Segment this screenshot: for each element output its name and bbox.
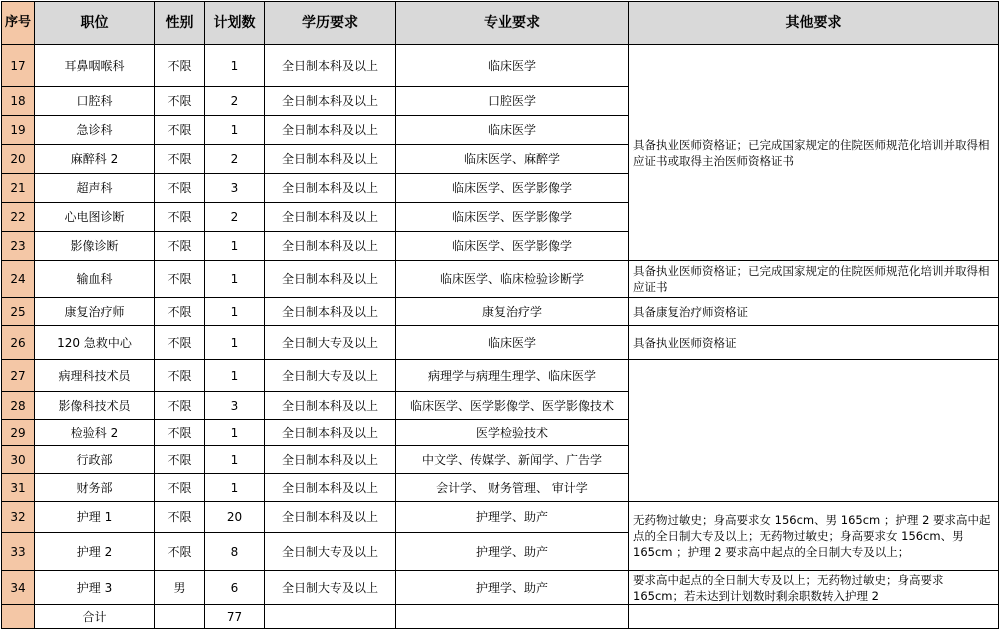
row-count: 1: [205, 474, 265, 502]
row-count: 1: [205, 446, 265, 474]
row-index: 30: [2, 446, 35, 474]
row-gender: 不限: [155, 446, 205, 474]
total-other-empty: [629, 605, 999, 629]
row-position: 病理科技术员: [35, 360, 155, 392]
row-gender: 不限: [155, 474, 205, 502]
row-index: 29: [2, 420, 35, 446]
header-position: 职位: [35, 2, 155, 45]
row-count: 1: [205, 420, 265, 446]
row-count: 1: [205, 232, 265, 261]
row-index: 28: [2, 392, 35, 420]
row-major: 临床医学: [396, 116, 629, 145]
table-row: [2, 261, 999, 298]
row-count: 3: [205, 392, 265, 420]
row-index: 27: [2, 360, 35, 392]
header-other: 其他要求: [629, 2, 999, 45]
row-gender: 不限: [155, 45, 205, 87]
total-count: 77: [205, 605, 265, 629]
total-gender-empty: [155, 605, 205, 629]
row-major: 病理学与病理生理学、临床医学: [396, 360, 629, 392]
other-requirement-empty: [629, 360, 999, 502]
other-requirement-note: 无药物过敏史；身高要求女 156cm、男 165cm ；护理 2 要求高中起点的全日制大专及以上；无药物过敏史；身高要求女 156cm、男 165cm ；护理 2 要求高中起点的全日制大专及以上；: [629, 502, 999, 571]
row-index: 18: [2, 87, 35, 116]
row-count: 8: [205, 533, 265, 571]
row-major: 医学检验技术: [396, 420, 629, 446]
row-count: 1: [205, 326, 265, 360]
table-row: [2, 326, 999, 360]
table-row: [2, 360, 999, 392]
row-index: 22: [2, 203, 35, 232]
row-education: 全日制本科及以上: [265, 261, 396, 298]
table-row: [2, 502, 999, 533]
row-major: 康复治疗学: [396, 298, 629, 326]
row-major: 护理学、助产: [396, 571, 629, 605]
row-major: 临床医学: [396, 326, 629, 360]
row-gender: 不限: [155, 174, 205, 203]
row-position: 心电图诊断: [35, 203, 155, 232]
row-position: 行政部: [35, 446, 155, 474]
row-education: 全日制大专及以上: [265, 571, 396, 605]
row-count: 2: [205, 145, 265, 174]
row-major: 临床医学、医学影像学、医学影像技术: [396, 392, 629, 420]
row-position: 影像科技术员: [35, 392, 155, 420]
other-requirement-note: 要求高中起点的全日制大专及以上；无药物过敏史；身高要求 165cm；若未达到计划数时剩余职数转入护理 2: [629, 571, 999, 605]
row-position: 口腔科: [35, 87, 155, 116]
header-count: 计划数: [205, 2, 265, 45]
row-count: 2: [205, 203, 265, 232]
row-count: 1: [205, 298, 265, 326]
row-count: 20: [205, 502, 265, 533]
row-position: 麻醉科 2: [35, 145, 155, 174]
recruitment-table: [1, 1, 999, 629]
row-index: 32: [2, 502, 35, 533]
row-index: 26: [2, 326, 35, 360]
row-gender: 不限: [155, 392, 205, 420]
row-gender: 不限: [155, 203, 205, 232]
row-position: 耳鼻咽喉科: [35, 45, 155, 87]
row-major: 会计学、 财务管理、 审计学: [396, 474, 629, 502]
row-gender: 不限: [155, 116, 205, 145]
row-gender: 不限: [155, 145, 205, 174]
row-position: 输血科: [35, 261, 155, 298]
row-major: 临床医学、医学影像学: [396, 232, 629, 261]
row-count: 1: [205, 261, 265, 298]
row-count: 1: [205, 45, 265, 87]
row-education: 全日制本科及以上: [265, 474, 396, 502]
row-position: 超声科: [35, 174, 155, 203]
row-count: 2: [205, 87, 265, 116]
row-major: 护理学、助产: [396, 533, 629, 571]
row-gender: 不限: [155, 533, 205, 571]
row-count: 1: [205, 116, 265, 145]
row-major: 临床医学: [396, 45, 629, 87]
row-major: 临床医学、医学影像学: [396, 174, 629, 203]
row-position: 影像诊断: [35, 232, 155, 261]
row-position: 护理 1: [35, 502, 155, 533]
row-major: 临床医学、临床检验诊断学: [396, 261, 629, 298]
header-education: 学历要求: [265, 2, 396, 45]
row-education: 全日制大专及以上: [265, 326, 396, 360]
row-education: 全日制本科及以上: [265, 502, 396, 533]
row-position: 检验科 2: [35, 420, 155, 446]
row-index: 33: [2, 533, 35, 571]
row-major: 中文学、传媒学、新闻学、广告学: [396, 446, 629, 474]
row-education: 全日制本科及以上: [265, 116, 396, 145]
row-index: 19: [2, 116, 35, 145]
row-education: 全日制本科及以上: [265, 145, 396, 174]
row-index: 20: [2, 145, 35, 174]
table-row: [2, 298, 999, 326]
row-gender: 不限: [155, 298, 205, 326]
total-education-empty: [265, 605, 396, 629]
row-gender: 不限: [155, 420, 205, 446]
header-major: 专业要求: [396, 2, 629, 45]
row-index: 17: [2, 45, 35, 87]
row-position: 急诊科: [35, 116, 155, 145]
row-gender: 不限: [155, 502, 205, 533]
row-index: 23: [2, 232, 35, 261]
other-requirement-note: 具备执业医师资格证；已完成国家规定的住院医师规范化培训并取得相应证书或取得主治医师资格证书: [629, 45, 999, 261]
table-row: [2, 45, 999, 87]
row-education: 全日制大专及以上: [265, 360, 396, 392]
row-education: 全日制本科及以上: [265, 203, 396, 232]
row-gender: 不限: [155, 232, 205, 261]
total-major-empty: [396, 605, 629, 629]
row-position: 康复治疗师: [35, 298, 155, 326]
row-gender: 男: [155, 571, 205, 605]
total-label: 合计: [35, 605, 155, 629]
row-index: 31: [2, 474, 35, 502]
row-count: 6: [205, 571, 265, 605]
row-index: 21: [2, 174, 35, 203]
row-major: 护理学、助产: [396, 502, 629, 533]
row-major: 临床医学、医学影像学: [396, 203, 629, 232]
row-position: 护理 2: [35, 533, 155, 571]
row-education: 全日制本科及以上: [265, 87, 396, 116]
header-index: 序号: [2, 2, 35, 45]
row-major: 口腔医学: [396, 87, 629, 116]
row-count: 3: [205, 174, 265, 203]
other-requirement-note: 具备康复治疗师资格证: [629, 298, 999, 326]
row-count: 1: [205, 360, 265, 392]
total-index-empty: [2, 605, 35, 629]
header-row: [2, 2, 999, 45]
row-education: 全日制本科及以上: [265, 45, 396, 87]
other-requirement-note: 具备执业医师资格证: [629, 326, 999, 360]
row-index: 25: [2, 298, 35, 326]
total-row: [2, 605, 999, 629]
other-requirement-note: 具备执业医师资格证；已完成国家规定的住院医师规范化培训并取得相应证书: [629, 261, 999, 298]
row-education: 全日制大专及以上: [265, 533, 396, 571]
row-gender: 不限: [155, 87, 205, 116]
row-education: 全日制本科及以上: [265, 174, 396, 203]
row-major: 临床医学、麻醉学: [396, 145, 629, 174]
row-gender: 不限: [155, 360, 205, 392]
row-education: 全日制本科及以上: [265, 392, 396, 420]
row-education: 全日制本科及以上: [265, 232, 396, 261]
row-gender: 不限: [155, 326, 205, 360]
row-index: 34: [2, 571, 35, 605]
row-position: 财务部: [35, 474, 155, 502]
row-position: 120 急救中心: [35, 326, 155, 360]
header-gender: 性别: [155, 2, 205, 45]
row-gender: 不限: [155, 261, 205, 298]
row-index: 24: [2, 261, 35, 298]
row-education: 全日制本科及以上: [265, 446, 396, 474]
row-education: 全日制本科及以上: [265, 420, 396, 446]
table-row: [2, 571, 999, 605]
row-education: 全日制本科及以上: [265, 298, 396, 326]
row-position: 护理 3: [35, 571, 155, 605]
